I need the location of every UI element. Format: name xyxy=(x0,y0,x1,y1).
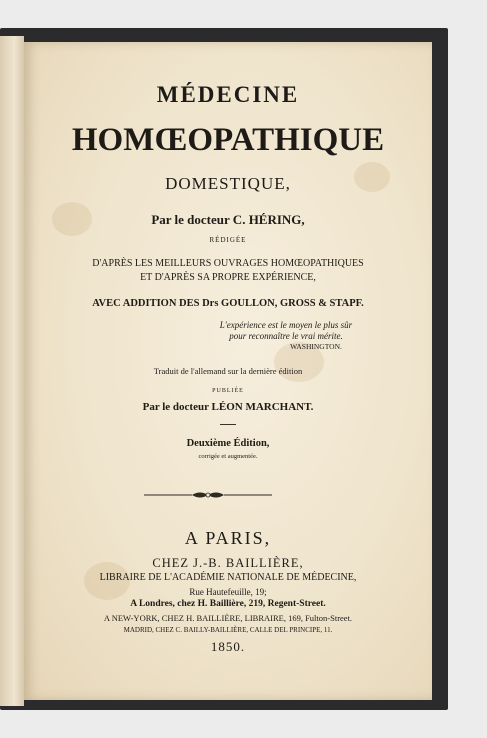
epigraph-line-2: pour reconnaître le vrai mérite. xyxy=(229,331,343,341)
edition-label: Deuxième Édition, xyxy=(186,438,270,449)
title-line-1: MÉDECINE xyxy=(156,82,300,107)
imprint-newyork: A NEW-YORK, CHEZ H. BAILLIÈRE, LIBRAIRE, 169, Fulton-Street. xyxy=(103,613,353,623)
imprint-publisher: CHEZ J.-B. BAILLIÈRE, xyxy=(152,556,304,570)
imprint-madrid: MADRID, CHEZ C. BAILLY-BAILLIÈRE, CALLE DEL PRINCIPE, 11. xyxy=(123,626,333,634)
redigee-label: RÉDIGÉE xyxy=(209,236,247,244)
edition-note: corrigée et augmentée. xyxy=(198,453,258,460)
short-rule-divider xyxy=(220,424,236,425)
title-line-2: HOMŒOPATHIQUE xyxy=(71,122,385,158)
imprint-role: LIBRAIRE DE L'ACADÉMIE NATIONALE DE MÉDECINE, xyxy=(99,572,357,583)
imprint-year: 1850. xyxy=(210,639,246,654)
imprint-city: A PARIS, xyxy=(184,528,272,548)
addition-line: AVEC ADDITION DES Drs GOULLON, GROSS & STAPF. xyxy=(92,298,364,309)
facing-page-edge xyxy=(0,36,24,706)
epigraph-attribution: WASHINGTON. xyxy=(290,342,342,351)
imprint-address: Rue Hautefeuille, 19; xyxy=(189,587,267,597)
imprint-london: A Londres, chez H. Baillière, 219, Regent-Street. xyxy=(130,599,326,609)
translation-note: Traduit de l'allemand sur la dernière édition xyxy=(153,366,303,376)
source-line-2: ET D'APRÈS SA PROPRE EXPÉRIENCE, xyxy=(140,272,316,283)
translator-line: Par le docteur LÉON MARCHANT. xyxy=(142,401,314,413)
ornament-divider xyxy=(144,490,272,500)
title-line-3: DOMESTIQUE, xyxy=(165,174,291,193)
epigraph-line-1: L'expérience est le moyen le plus sûr xyxy=(219,320,353,330)
author-line: Par le docteur C. HÉRING, xyxy=(151,212,305,227)
publiee-label: PUBLIÉE xyxy=(212,388,244,394)
title-page xyxy=(24,42,432,700)
source-line-1: D'APRÈS LES MEILLEURS OUVRAGES HOMŒOPATHIQUES xyxy=(92,258,364,269)
